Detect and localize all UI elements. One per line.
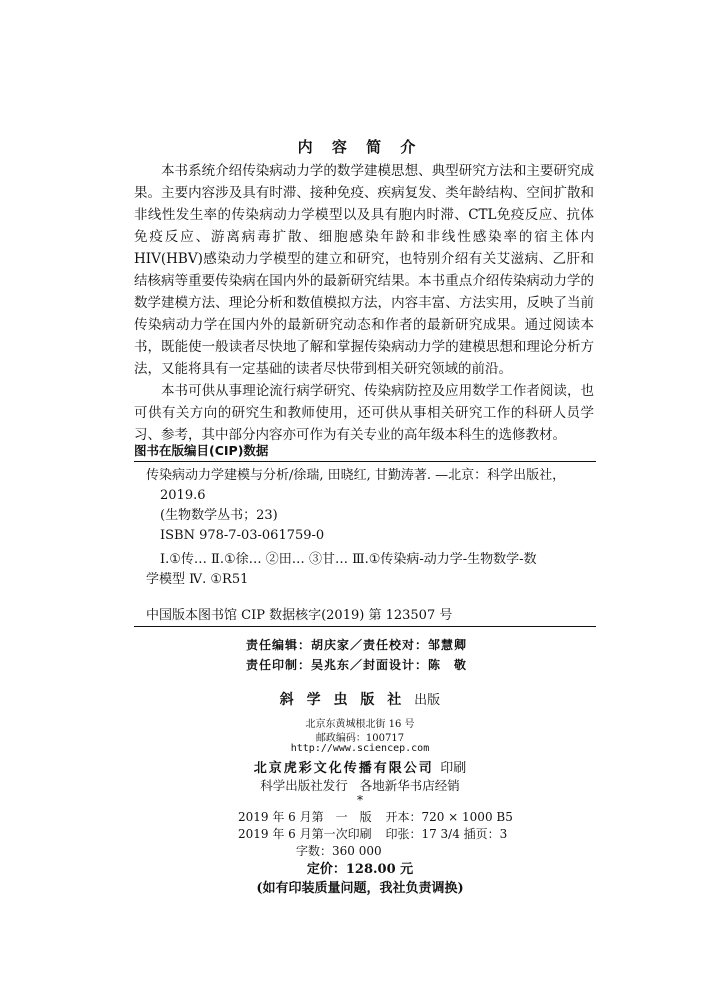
printer-name: 北京虎彩文化传播有限公司 — [253, 761, 434, 776]
cip-isbn: ISBN 978-7-03-061759-0 — [160, 528, 325, 543]
cip-top-rule — [134, 461, 596, 462]
price: 定价：128.00 元 — [306, 862, 414, 877]
cip-record — [146, 466, 592, 590]
publisher-name: 斜 学 虫 版 社 — [279, 692, 406, 708]
separator-star: * — [357, 793, 363, 807]
cip-entry-line-2: 2019.6 — [160, 488, 206, 503]
edition-line-2 — [238, 825, 507, 842]
summary-text — [134, 160, 594, 446]
format-size: 开本：720 × 1000 B5 — [385, 810, 513, 824]
publisher-suffix: 出版 — [414, 693, 441, 708]
word-count: 字数：360 000 — [296, 844, 382, 858]
cip-bottom-rule — [134, 626, 596, 627]
publisher-url: http://www.sciencep.com — [290, 743, 430, 754]
edition-date: 2019 年 6 月第 一 版 — [238, 810, 372, 824]
print-sheets: 印张：17 3/4 插页：3 — [385, 827, 508, 841]
cip-heading: 图书在版编目(CIP)数据 — [134, 443, 269, 458]
publisher-address: 北京东黄城根北街 16 号 — [305, 719, 415, 730]
cip-series: (生物数学丛书；23) — [160, 508, 278, 523]
cip-number: 中国版本图书馆 CIP 数据核字(2019) 第 123507 号 — [146, 608, 453, 623]
cip-subject-line-1: Ⅰ.①传… Ⅱ.①徐… ②田… ③甘… Ⅲ.①传染病-动力学-生物数学-数 — [160, 552, 537, 567]
distribution-line: 科学出版社发行 各地新华书店经销 — [260, 778, 460, 793]
staff-line-2: 责任印制：吴兆东／封面设计：陈 敬 — [246, 658, 468, 672]
summary-paragraph-2: 本书可供从事理论流行病学研究、传染病防控及应用数学工作者阅读，也可供有关方向的研究生和教师使用，还可供从事相关研究工作的科研人员学习、参考，其中部分内容亦可作为有关专业的高年级本科生的选修教材。 — [134, 383, 594, 443]
printer-suffix: 印刷 — [440, 761, 467, 776]
staff-line-1: 责任编辑：胡庆家／责任校对：邹慧卿 — [246, 638, 468, 652]
print-date: 2019 年 6 月第一次印刷 — [238, 827, 372, 841]
summary-paragraph-1: 本书系统介绍传染病动力学的数学建模思想、典型研究方法和主要研究成果。主要内容涉及具有时滞、接种免疫、疾病复发、类年龄结构、空间扩散和非线性发生率的传染病动力学模型以及具有胞内时滞、CTL免疫反应、抗体免疫反应、游离病毒扩散、细胞感染年龄和非线性感染率的宿主体内HIV(HBV)感染动力学模型的建立和研究，也特别介绍有关艾滋病、乙肝和结核病等重要传染病在国内外的最新研究结果。本书重点介绍传染病动力学的数学建模方法、理论分析和数值模拟方法，内容丰富、方法实用，反映了当前传染病动力学在国内外的最新研究动态和作者的最新研究成果。通过阅读本书，既能使一般读者尽快地了解和掌握传染病动力学的建模思想和理论分析方法，又能将具有一定基础的读者尽快带到相关研究领域的前沿。 — [134, 163, 594, 377]
edition-line-1 — [238, 808, 513, 825]
summary-title: 内 容 简 介 — [297, 138, 423, 156]
printer-line — [0, 757, 720, 776]
publisher-line — [0, 689, 720, 709]
quality-note: (如有印装质量问题，我社负责调换) — [256, 881, 464, 896]
publisher-postcode: 邮政编码：100717 — [315, 733, 405, 744]
cip-entry-line-1: 传染病动力学建模与分析/徐瑞, 田晓红, 甘勤涛著. —北京：科学出版社， — [146, 468, 566, 483]
cip-subject-line-2: 学模型 Ⅳ. ①R51 — [146, 572, 249, 587]
